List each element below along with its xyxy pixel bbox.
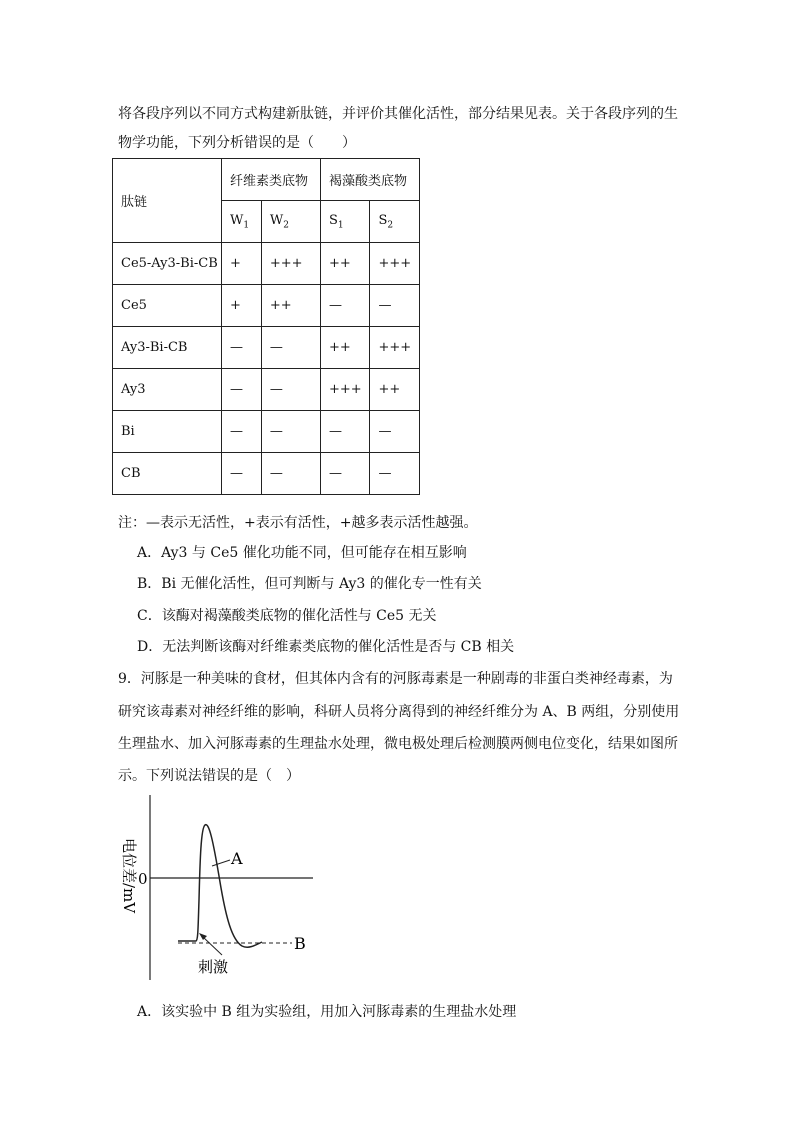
table-row	[113, 243, 420, 285]
cell: +++	[370, 243, 420, 285]
q9-option-a: A．该实验中 B 组为实验组，用加入河豚毒素的生理盐水处理	[137, 1004, 517, 1020]
table-corner-header: 肽链	[113, 159, 222, 243]
table-note: 注：—表示无活性，+表示有活性，+越多表示活性越强。	[118, 515, 478, 531]
table-row	[113, 369, 420, 411]
cell: +++	[370, 327, 420, 369]
curve-a-leader	[212, 860, 230, 866]
cell: ++	[261, 285, 320, 327]
cell: —	[222, 327, 262, 369]
q9-stem-line-3: 生理盐水、加入河豚毒素的生理盐水处理，微电极处理后检测膜两侧电位变化，结果如图所	[118, 736, 678, 752]
cell: ++	[320, 243, 369, 285]
group-header-cellulose: 纤维素类底物	[222, 159, 321, 201]
q8-option-c: C．该酶对褐藻酸类底物的催化活性与 Ce5 无关	[137, 608, 437, 624]
group-header-alginate: 褐藻酸类底物	[320, 159, 419, 201]
cell: —	[261, 453, 320, 495]
table-row	[113, 411, 420, 453]
intro-line-2: 物学功能，下列分析错误的是（ ）	[118, 135, 356, 151]
stimulus-arrowhead	[199, 933, 207, 940]
cell: —	[261, 411, 320, 453]
cell: ++	[370, 369, 420, 411]
row-name: Ce5	[113, 285, 222, 327]
cell: +++	[320, 369, 369, 411]
cell: —	[222, 369, 262, 411]
subcol-header: $W_2$	[261, 201, 320, 243]
table-row	[113, 453, 420, 495]
subcol-header: $S_2$	[370, 201, 420, 243]
stimulus-label: 刺激	[198, 958, 229, 976]
curve-a-label: A	[231, 849, 243, 868]
cell: —	[261, 369, 320, 411]
q9-stem-line-4: 示。下列说法错误的是（ ）	[118, 768, 300, 784]
cell: +	[222, 285, 262, 327]
activity-table	[112, 158, 420, 495]
q8-option-b: B．Bi 无催化活性，但可判断与 Ay3 的催化专一性有关	[137, 576, 482, 592]
cell: —	[320, 411, 369, 453]
q8-option-a: A．Ay3 与 Ce5 催化功能不同，但可能存在相互影响	[137, 545, 467, 561]
membrane-potential-figure	[110, 790, 330, 990]
table-row	[113, 285, 420, 327]
cell: —	[222, 411, 262, 453]
row-name: Ay3-Bi-CB	[113, 327, 222, 369]
row-name: Bi	[113, 411, 222, 453]
q9-stem-line-1: 9．河豚是一种美味的食材，但其体内含有的河豚毒素是一种剧毒的非蛋白类神经毒素，为	[118, 671, 673, 687]
intro-line-1: 将各段序列以不同方式构建新肽链，并评价其催化活性，部分结果见表。关于各段序列的生	[118, 106, 678, 122]
cell: +++	[261, 243, 320, 285]
subcol-header: $W_1$	[222, 201, 262, 243]
cell: —	[222, 453, 262, 495]
cell: +	[222, 243, 262, 285]
cell: —	[320, 453, 369, 495]
curve-a	[178, 825, 262, 948]
curve-b-label: B	[294, 934, 306, 953]
stimulus-arrow	[203, 937, 222, 955]
row-name: Ay3	[113, 369, 222, 411]
zero-label: 0	[138, 870, 148, 888]
cell: —	[370, 411, 420, 453]
row-name: CB	[113, 453, 222, 495]
cell: ++	[320, 327, 369, 369]
q8-option-d: D．无法判断该酶对纤维素类底物的催化活性是否与 CB 相关	[137, 639, 515, 655]
y-axis-label: 电位差/mV	[120, 838, 138, 914]
subcol-header: $S_1$	[320, 201, 369, 243]
q9-stem-line-2: 研究该毒素对神经纤维的影响，科研人员将分离得到的神经纤维分为 A、B 两组，分别使用	[118, 704, 680, 720]
cell: —	[370, 285, 420, 327]
table-row	[113, 327, 420, 369]
cell: —	[261, 327, 320, 369]
row-name: Ce5-Ay3-Bi-CB	[113, 243, 222, 285]
cell: —	[320, 285, 369, 327]
cell: —	[370, 453, 420, 495]
